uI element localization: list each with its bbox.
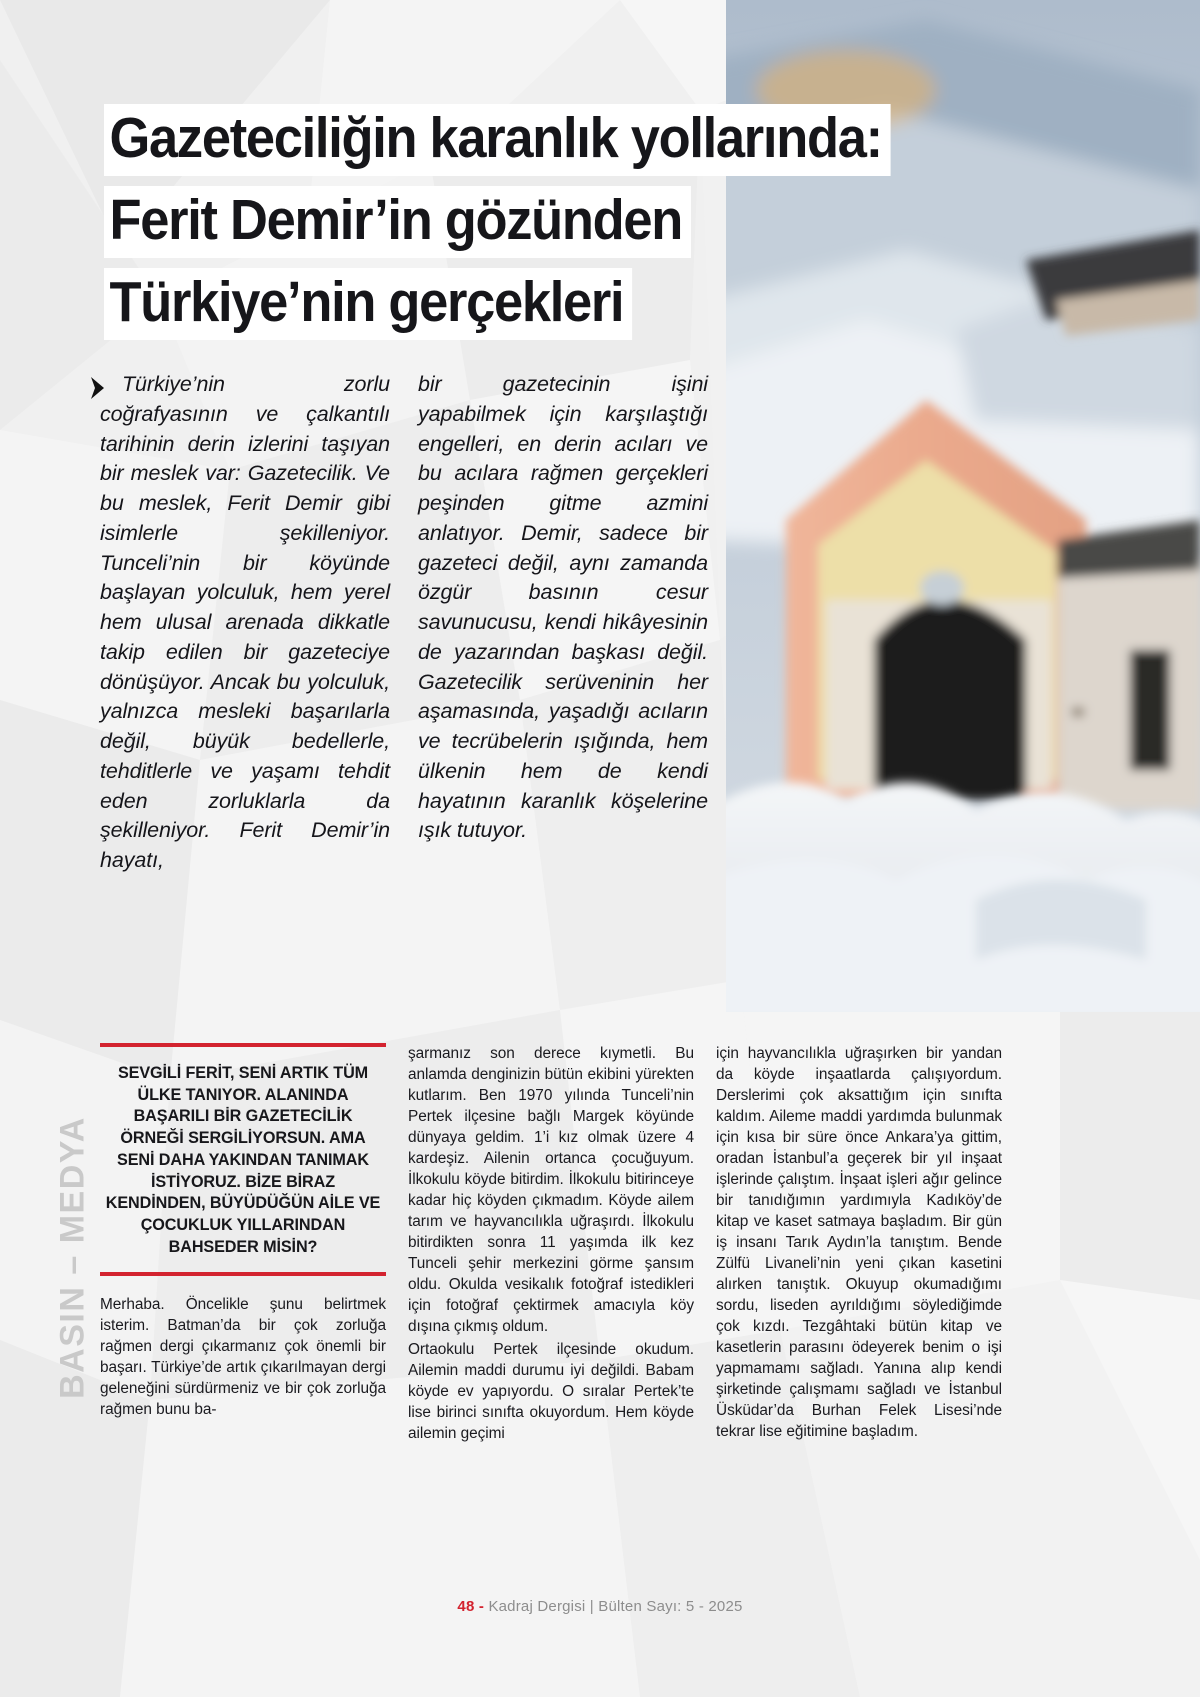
article-headline xyxy=(104,104,1064,350)
body-paragraph: Merhaba. Öncelikle şunu belirtmek isterim. Batman’da bir çok zorluğa rağmen dergi çıkarmanız çok önemli bir başarı. Türkiye’de artık çıkarılmayan dergi geleneğini sürdürmeniz ve bir çok zorluğa rağmen bunu ba- xyxy=(100,1296,386,1419)
intro-column-1 xyxy=(100,370,390,876)
article-body xyxy=(100,1043,1102,1444)
chevron-right-icon xyxy=(88,375,108,401)
body-column-3 xyxy=(716,1043,1002,1444)
intro-column-2 xyxy=(418,370,708,876)
body-column-1 xyxy=(100,1043,386,1444)
headline-line-2: Ferit Demir’in gözünden xyxy=(104,186,1064,258)
body-paragraph: şarmanız son derece kıymetli. Bu anlamda denginizin bütün ekibini yürekten kutlarım. Ben 1970 yılında Tunceli’nin Pertek ilçesine bağlı Margek köyünde dünyaya geldim. 1’i kız olmak üzere 4 kardeşiz. Ailenin ortanca çocuğuyum. İlkokulu köyde bitirdim. İlkokulu bitirinceye kadar hiç köyden çıkmadım. Köyde ailem tarım ve hayvancılıkla uğraşırdı. İlkokulu bitirdikten sonra 11 yaşımda ilk kez Tunceli şehir merkezini görme şansım oldu. Okulda vesikalık fotoğraf istedikleri için fotoğraf çektirmek amacıyla köy dışına çıkmış oldum. xyxy=(408,1045,694,1336)
headline-line-1: Gazeteciliğin karanlık yollarında: xyxy=(104,104,1064,176)
question-rule-bottom xyxy=(100,1272,386,1276)
body-paragraph: Ortaokulu Pertek ilçesinde okudum. Ailemin maddi durumu iyi değildi. Babam köyde ev yapıyordu. O sıralar Pertek’te lise birinci sınıfta okuyordum. Hem köyde ailemin geçimi xyxy=(408,1341,694,1443)
body-paragraph: için hayvancılıkla uğraşırken bir yandan da köyde inşaatlarda çalışıyordum. Derslerimi çok aksattığım için sınıfta kaldım. Aileme maddi yardımda bulunmak için kısa bir süre önce Ankara’ya gittim, oradan İstanbul’a geçerek bir yıl inşaat işlerinde çalıştım. İnşaat işleri ağır gelince bir tanıdığımın yardımıyla Kadıköy’de kitap ve kaset satmaya başladım. Bir gün iş insanı Tarık Aydın’la tanıştım. Bende Zülfü Livaneli’nin yeni çıkan kasetini alırken tanıştık. Okuyup okumadığımı sordu, liseden ayrıldığımı söylediğimde çok kızdı. Tezgâhtaki bütün kitap ve kasetlerin parasını ödeyerek benim o işi yapmamamı sağladı. Yanına alıp kendi şirketinde çalışmamı sağladı ve İstanbul Üsküdar’da Burhan Felek Lisesi’nde tekrar lise eğitimine başladım. xyxy=(716,1045,1002,1441)
page-footer xyxy=(0,1598,1200,1615)
question-rule-top xyxy=(100,1043,386,1047)
intro-text-2: bir gazetecinin işini yapabilmek için karşılaştığı engelleri, en derin acıları ve bu acılara rağmen gerçekleri peşinden gitme azmini anlatıyor. Demir, sadece bir gazeteci değil, aynı zamanda özgür basının cesur savunucusu, kendi hikâyesinin de yazarından başkası değil. Gazetecilik serüveninin her aşamasında, yaşadığı acıların ve tecrübelerin ışığında, hem ülkenin hem de kendi hayatının karanlık köşelerine ışık tutuyor. xyxy=(418,372,708,843)
page-number: 48 - xyxy=(457,1598,485,1615)
body-column-2 xyxy=(408,1043,694,1444)
headline-line-3: Türkiye’nin gerçekleri xyxy=(104,268,1064,340)
footer-text: Kadraj Dergisi | Bülten Sayı: 5 - 2025 xyxy=(488,1598,743,1615)
interview-question-block xyxy=(100,1043,386,1276)
article-intro xyxy=(100,370,708,876)
intro-text-1: Türkiye’nin zorlu coğrafyasının ve çalkantılı tarihinin derin izlerini taşıyan bir meslek var: Gazetecilik. Ve bu meslek, Ferit Demir gibi isimlerle şekilleniyor. Tunceli’nin bir köyünde başlayan yolculuk, hem yerel hem ulusal arenada dikkatle takip edilen bir gazeteciye dönüşüyor. Ancak bu yolculuk, yalnızca mesleki başarılarla değil, büyük bedellerle, tehditlerle ve yaşamı tehdit eden zorluklarla da şekilleniyor. Ferit Demir’in hayatı, xyxy=(100,372,390,873)
section-label-basin-medya: BASIN – MEDYA xyxy=(53,1116,92,1399)
interview-question: SEVGİLİ FERİT, SENİ ARTIK TÜM ÜLKE TANIYOR. ALANINDA BAŞARILI BİR GAZETECİLİK ÖRNEĞİ SERGİLİYORSUN. AMA SENİ DAHA YAKINDAN TANIMAK İSTİYORUZ. BİZE BİRAZ KENDİNDEN, BÜYÜDÜĞÜN AİLE VE ÇOCUKLUK YILLARINDAN BAHSEDER MİSİN? xyxy=(105,1064,381,1256)
